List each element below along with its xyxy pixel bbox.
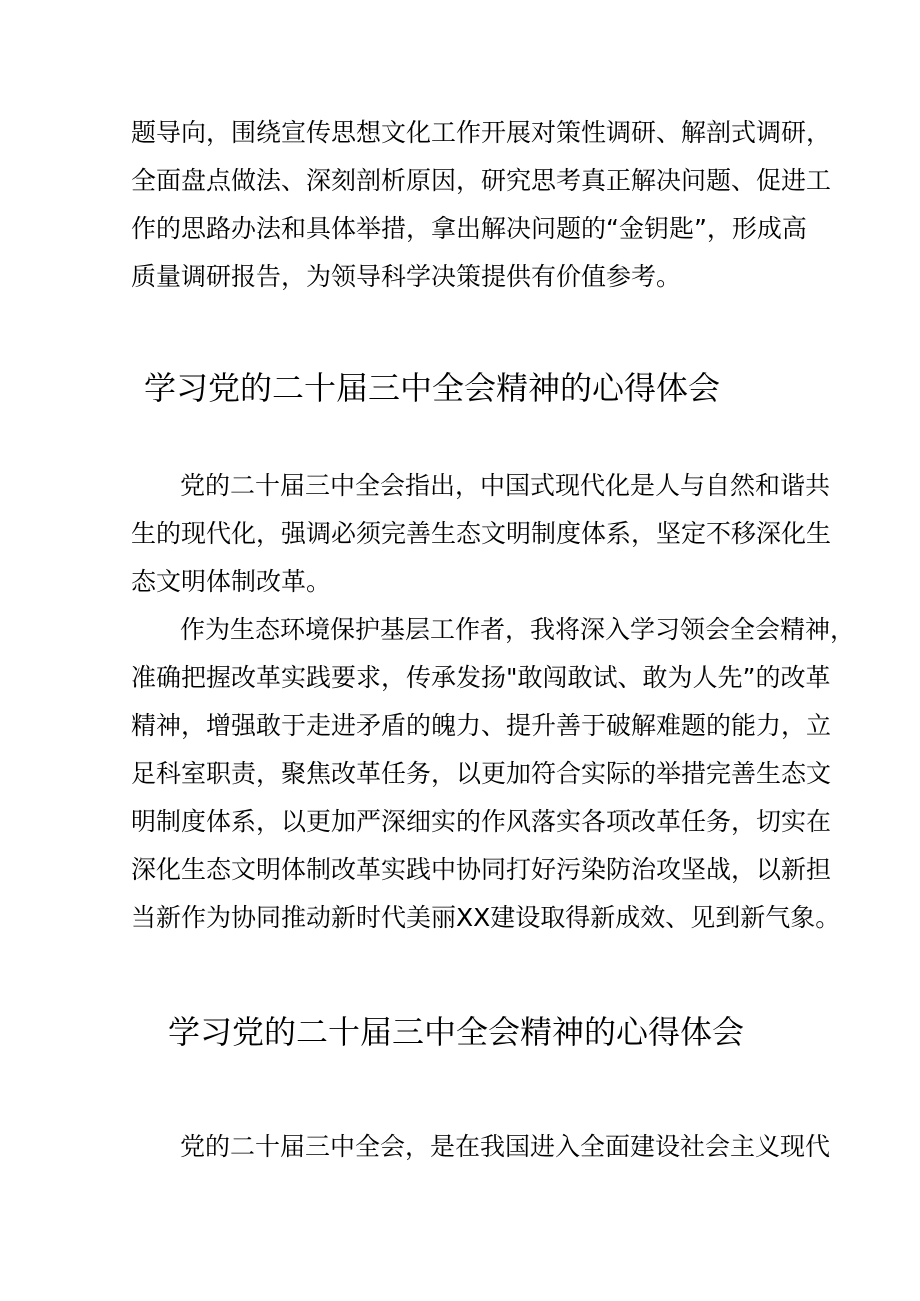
paragraph-line: 党的二十届三中全会指出，中国式现代化是人与自然和谐共 bbox=[180, 471, 831, 500]
paragraph-line: 质量调研报告，为领导科学决策提供有价值参考。 bbox=[131, 262, 682, 291]
paragraph-line: 生的现代化，强调必须完善生态文明制度体系，坚定不移深化生 bbox=[131, 519, 832, 548]
paragraph-line: 明制度体系，以更加严深细实的作风落实各项改革任务，切实在 bbox=[131, 807, 832, 836]
section-heading: 学习党的二十届三中全会精神的心得体会 bbox=[144, 369, 721, 407]
paragraph-line: 题导向，围绕宣传思想文化工作开展对策性调研、解剖式调研， bbox=[131, 118, 832, 147]
paragraph-line: 当新作为协同推动新时代美丽XX建设取得新成效、见到新气象。 bbox=[131, 903, 841, 932]
paragraph-line: 作为生态环境保护基层工作者，我将深入学习领会全会精神， bbox=[180, 615, 856, 644]
paragraph-line: 态文明体制改革。 bbox=[131, 567, 332, 596]
section-heading: 学习党的二十届三中全会精神的心得体会 bbox=[168, 1013, 745, 1051]
paragraph-line: 党的二十届三中全会，是在我国进入全面建设社会主义现代 bbox=[180, 1132, 831, 1161]
paragraph-line: 深化生态文明体制改革实践中协同打好污染防治攻坚战，以新担 bbox=[131, 855, 832, 884]
paragraph-line: 作的思路办法和具体举措，拿出解决问题的“金钥匙”，形成高 bbox=[131, 214, 807, 243]
paragraph-line: 足科室职责，聚焦改革任务，以更加符合实际的举措完善生态文 bbox=[131, 759, 832, 788]
paragraph-line: 精神，增强敢于走进矛盾的魄力、提升善于破解难题的能力，立 bbox=[131, 711, 832, 740]
paragraph-line: 准确把握改革实践要求，传承发扬"敢闯敢试、敢为人先”的改革 bbox=[131, 663, 831, 692]
paragraph-line: 全面盘点做法、深刻剖析原因，研究思考真正解决问题、促进工 bbox=[131, 166, 832, 195]
